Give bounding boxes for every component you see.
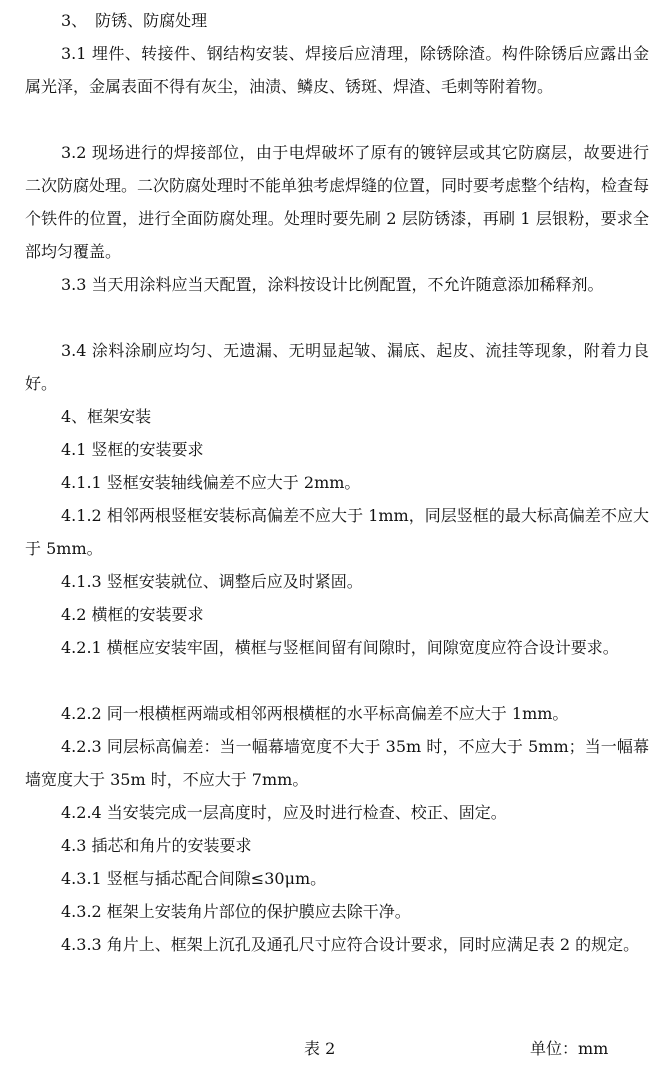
paragraph-4-1-3: 4.1.3 竖框安装就位、调整后应及时紧固。 bbox=[61, 572, 363, 591]
paragraph-3-4: 3.4 涂料涂刷应均匀、无遗漏、无明显起皱、漏底、起皮、流挂等现象，附着力良好。 bbox=[25, 341, 649, 393]
paragraph-4-2-1: 4.2.1 横框应安装牢固，横框与竖框间留有间隙时，间隙宽度应符合设计要求。 bbox=[61, 638, 619, 657]
paragraph-4-2-4: 4.2.4 当安装完成一层高度时，应及时进行检查、校正、固定。 bbox=[61, 803, 507, 822]
paragraph-4-1-1: 4.1.1 竖框安装轴线偏差不应大于 2mm。 bbox=[61, 473, 361, 492]
paragraph-3-1: 3.1 埋件、转接件、钢结构安装、焊接后应清理，除锈除渣。构件除锈后应露出金属光泽，金属表面不得有灰尘，油渍、鳞皮、锈斑、焊渣、毛刺等附着物。 bbox=[25, 44, 649, 96]
paragraph-4-3-3: 4.3.3 角片上、框架上沉孔及通孔尺寸应符合设计要求，同时应满足表 2 的规定。 bbox=[61, 935, 640, 954]
paragraph-4-2-2: 4.2.2 同一根横框两端或相邻两根横框的水平标高偏差不应大于 1mm。 bbox=[61, 704, 569, 723]
table-unit-label: 单位：mm bbox=[530, 1039, 609, 1058]
subsection-heading-4-2: 4.2 横框的安装要求 bbox=[61, 605, 204, 624]
table-caption-title: 表 2 bbox=[304, 1039, 336, 1058]
section-heading-3: 3、 防锈、防腐处理 bbox=[61, 11, 208, 30]
paragraph-4-1-2: 4.1.2 相邻两根竖框安装标高偏差不应大于 1mm，同层竖框的最大标高偏差不应大于 5mm。 bbox=[25, 506, 649, 558]
section-heading-4: 4、框架安装 bbox=[61, 407, 152, 426]
paragraph-3-3: 3.3 当天用涂料应当天配置，涂料按设计比例配置，不允许随意添加稀释剂。 bbox=[61, 275, 604, 294]
paragraph-4-3-2: 4.3.2 框架上安装角片部位的保护膜应去除干净。 bbox=[61, 902, 411, 921]
paragraph-4-3-1: 4.3.1 竖框与插芯配合间隙≤30μm。 bbox=[61, 869, 327, 888]
table-caption-row bbox=[0, 1034, 650, 1064]
paragraph-3-2: 3.2 现场进行的焊接部位，由于电焊破坏了原有的镀锌层或其它防腐层，故要进行二次防腐处理。二次防腐处理时不能单独考虑焊缝的位置，同时要考虑整个结构，检查每个铁件的位置，进行全面防腐处理。处理时要先刷 2 层防锈漆，再刷 1 层银粉，要求全部均匀覆盖。 bbox=[25, 143, 650, 261]
subsection-heading-4-1: 4.1 竖框的安装要求 bbox=[61, 440, 204, 459]
paragraph-4-2-3: 4.2.3 同层标高偏差：当一幅幕墙宽度不大于 35m 时，不应大于 5mm；当一幅幕墙宽度大于 35m 时，不应大于 7mm。 bbox=[25, 737, 649, 789]
subsection-heading-4-3: 4.3 插芯和角片的安装要求 bbox=[61, 836, 252, 855]
